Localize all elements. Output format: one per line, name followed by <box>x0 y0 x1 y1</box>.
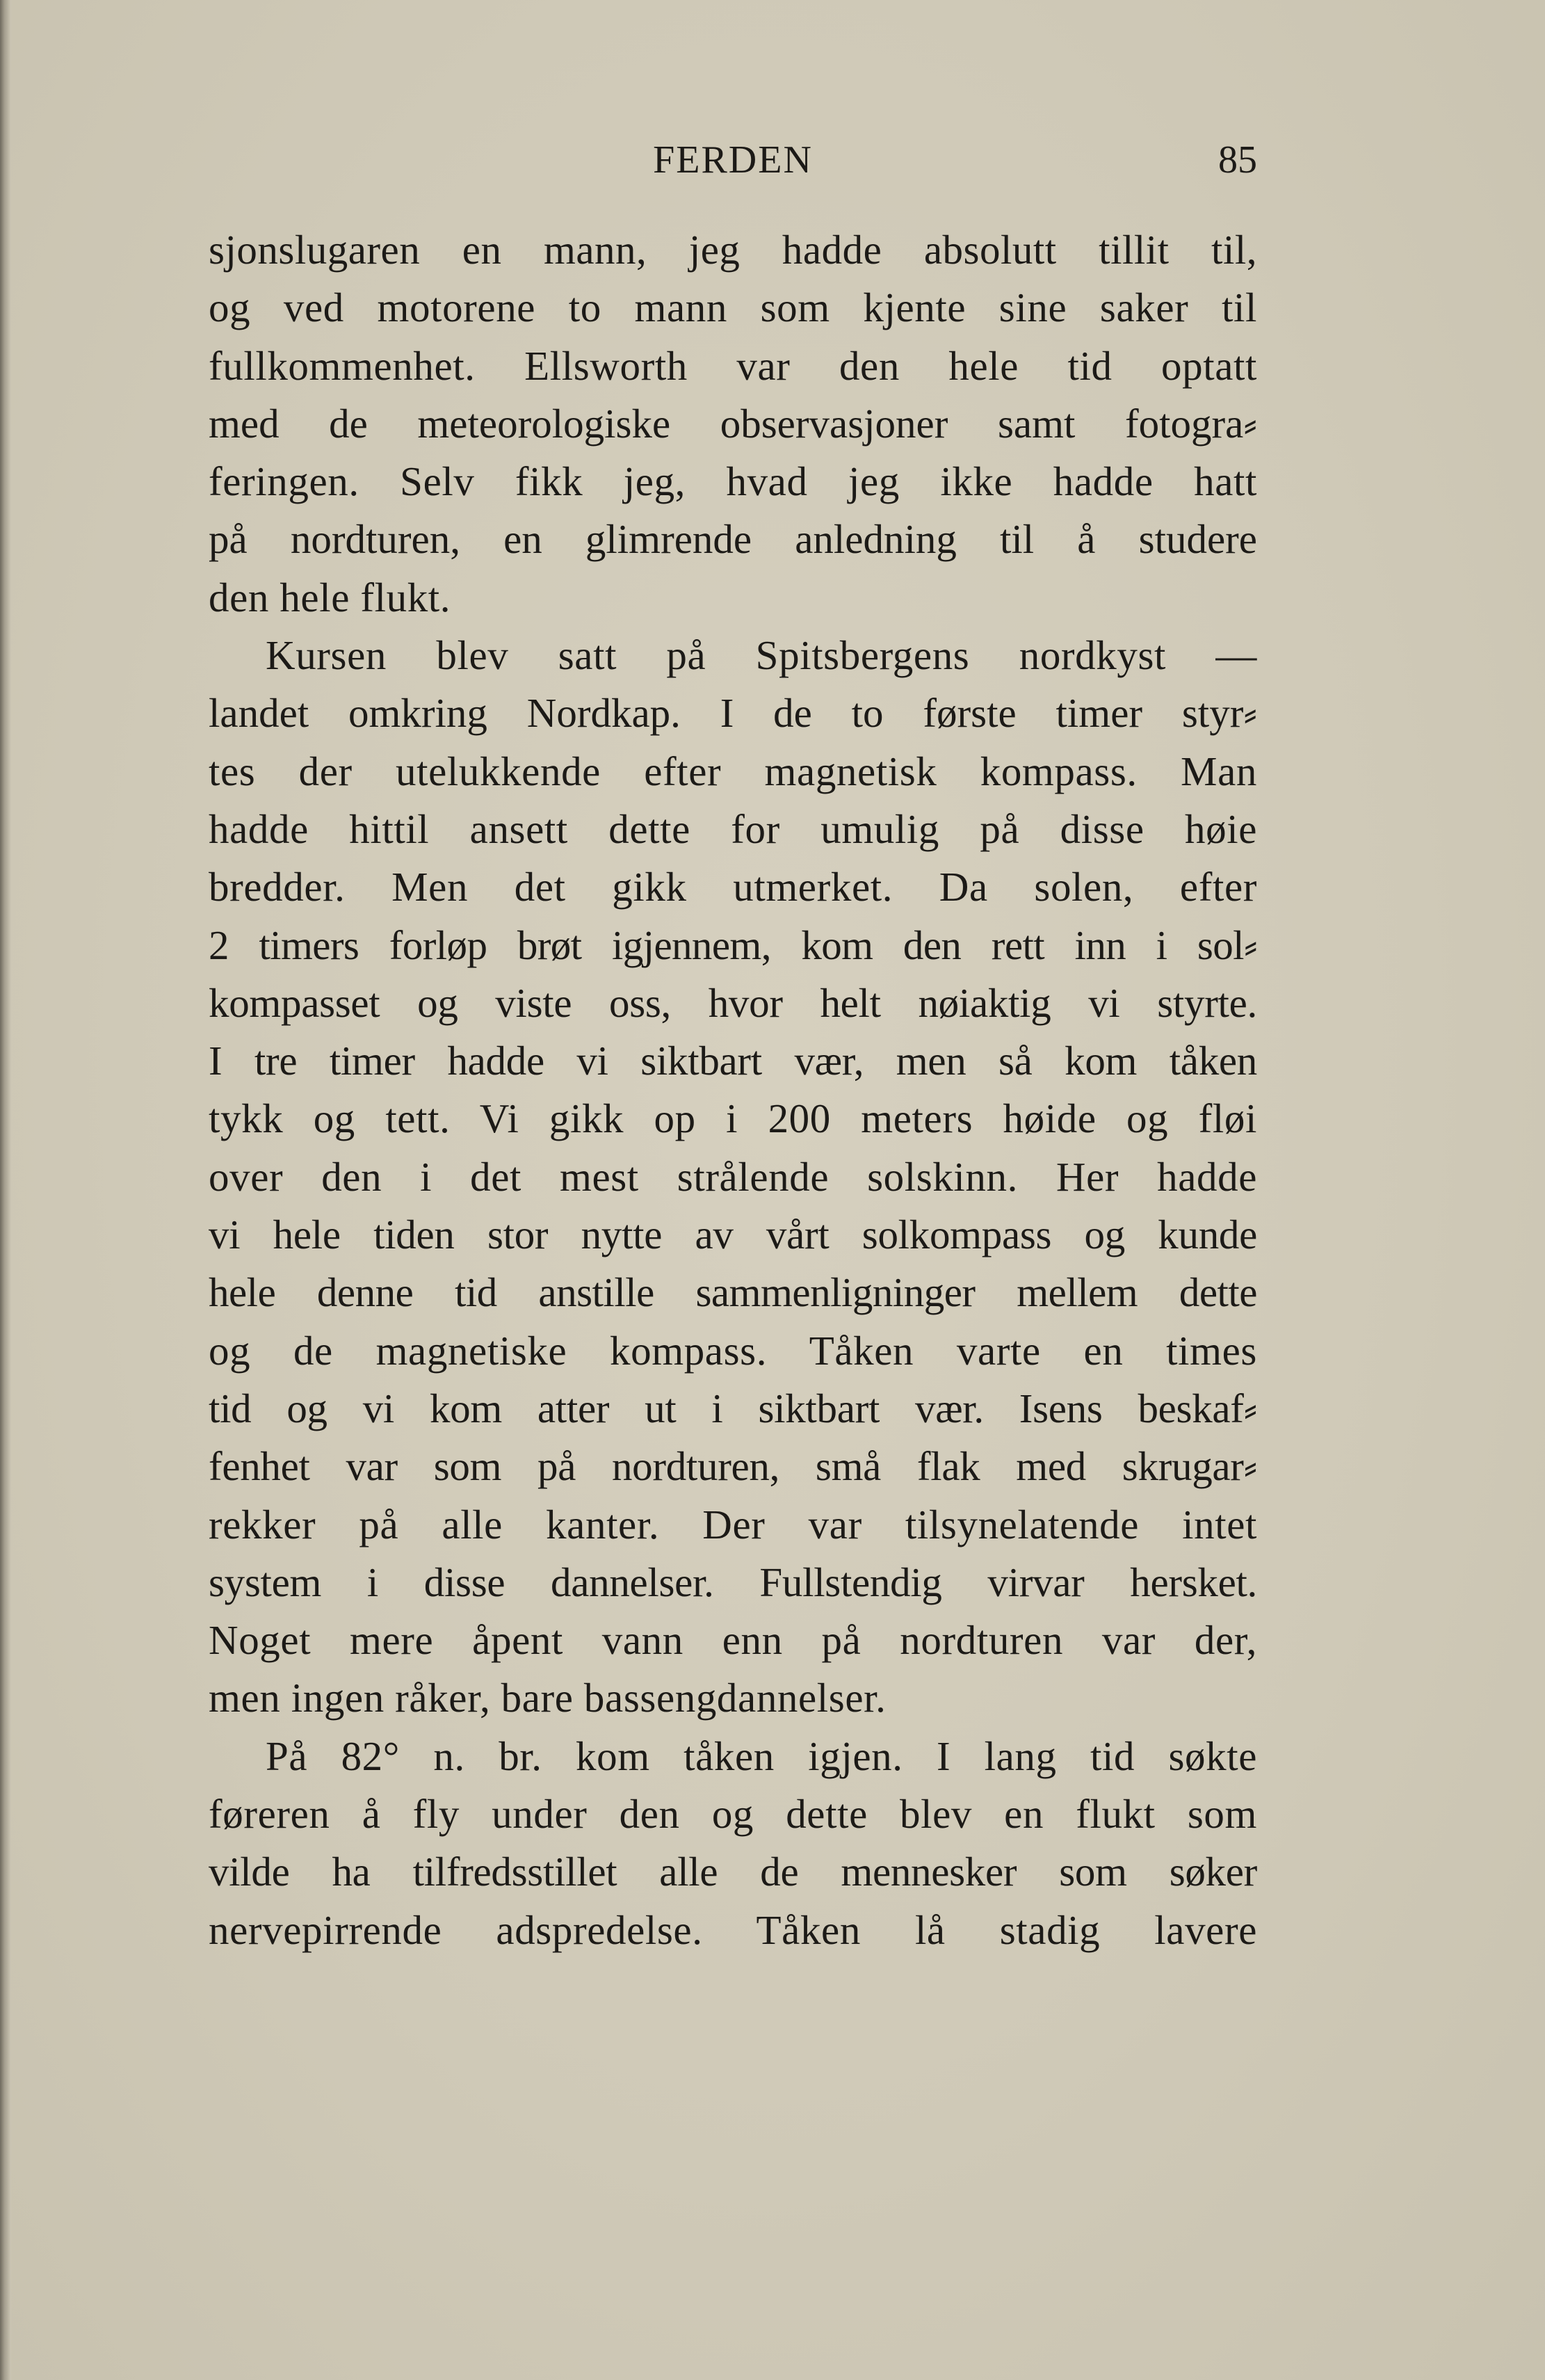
text-line: tid og vi kom atter ut i siktbart vær. Isens beskaf⸗ <box>209 1385 1257 1431</box>
text-line: kompasset og viste oss, hvor helt nøiaktig vi styrte. <box>209 979 1257 1026</box>
text-line: bredder. Men det gikk utmerket. Da solen, efter <box>209 864 1257 910</box>
text-line: og de magnetiske kompass. Tåken varte en times <box>209 1327 1257 1374</box>
text-line: den hele flukt. <box>209 574 451 620</box>
text-line: over den i det mest strålende solskinn. Her hadde <box>209 1153 1257 1200</box>
text-line: fullkommenhet. Ellsworth var den hele tid optatt <box>209 342 1257 389</box>
running-head: FERDEN <box>653 138 813 182</box>
text-line: nervepirrende adspredelse. Tåken lå stadig lavere <box>209 1906 1257 1953</box>
text-line: landet omkring Nordkap. I de to første timer styr⸗ <box>209 690 1257 737</box>
text-line: 2 timers forløp brøt igjennem, kom den rett inn i sol⸗ <box>209 922 1257 968</box>
text-line: føreren å fly under den og dette blev en flukt som <box>209 1791 1257 1838</box>
text-line: fenhet var som på nordturen, små flak med skrugar⸗ <box>209 1443 1257 1490</box>
text-line: vilde ha tilfredsstillet alle de mennesker som søker <box>209 1849 1257 1895</box>
text-line: vi hele tiden stor nytte av vårt solkompass og kunde <box>209 1212 1257 1258</box>
text-line: system i disse dannelser. Fullstendig virvar hersket. <box>209 1559 1257 1605</box>
text-line: feringen. Selv fikk jeg, hvad jeg ikke hadde hatt <box>209 458 1257 505</box>
text-line: hadde hittil ansett dette for umulig på disse høie <box>209 805 1257 852</box>
body-text <box>209 221 1257 1959</box>
text-line: På 82° n. br. kom tåken igjen. I lang tid søkte <box>266 1732 1257 1779</box>
text-line: hele denne tid anstille sammenligninger mellem dette <box>209 1269 1257 1316</box>
text-line: sjonslugaren en mann, jeg hadde absolutt tillit til, <box>209 227 1257 273</box>
text-line: Kursen blev satt på Spitsbergens nordkyst — <box>266 632 1257 679</box>
text-line: men ingen råker, bare bassengdannelser. <box>209 1675 887 1721</box>
page-number: 85 <box>1218 138 1257 182</box>
text-line: på nordturen, en glimrende anledning til å studere <box>209 516 1257 563</box>
text-line: I tre timer hadde vi siktbart vær, men så kom tåken <box>209 1038 1257 1084</box>
text-line: rekker på alle kanter. Der var tilsynelatende intet <box>209 1501 1257 1547</box>
text-line: med de meteorologiske observasjoner samt fotogra⸗ <box>209 400 1257 447</box>
text-line: tes der utelukkende efter magnetisk kompass. Man <box>209 748 1257 794</box>
text-line: tykk og tett. Vi gikk op i 200 meters høide og fløi <box>209 1095 1257 1142</box>
text-line: og ved motorene to mann som kjente sine saker til <box>209 284 1257 331</box>
page-header <box>209 132 1257 188</box>
text-line: Noget mere åpent vann enn på nordturen var der, <box>209 1617 1257 1664</box>
page-gutter-edge <box>0 0 11 2380</box>
